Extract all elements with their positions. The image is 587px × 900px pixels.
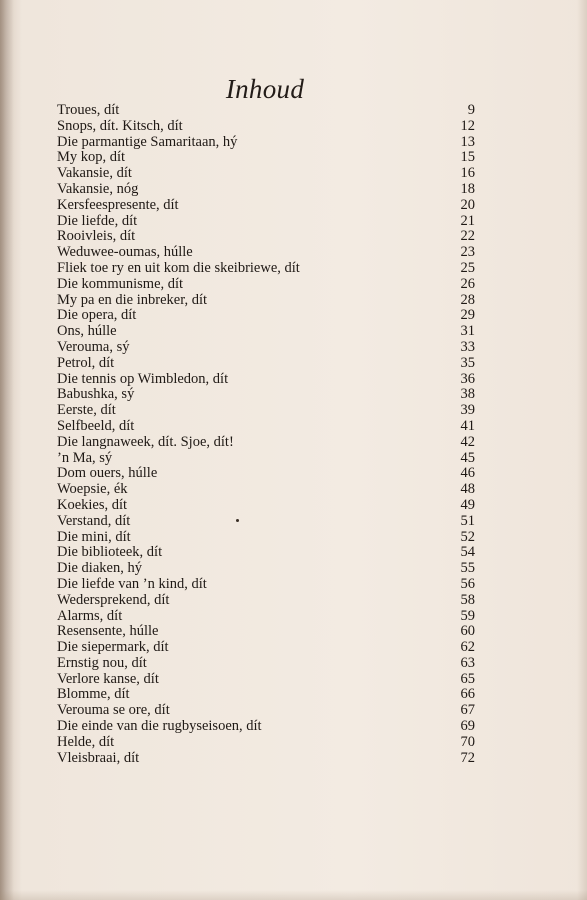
toc-entry xyxy=(57,261,475,277)
toc-entry-page-number: 58 xyxy=(460,591,475,608)
toc-entry-page-number: 69 xyxy=(460,718,475,735)
toc-entry-page-number: 63 xyxy=(460,654,475,671)
toc-entry-title: Vleisbraai, dít xyxy=(57,749,140,766)
toc-entry xyxy=(57,703,475,719)
toc-entry-title: ’n Ma, sý xyxy=(57,449,113,466)
toc-entry xyxy=(57,150,475,166)
toc-entry-title: Ernstig nou, dít xyxy=(57,654,147,671)
toc-entry-page-number: 52 xyxy=(460,528,475,545)
toc-entry-page-number: 18 xyxy=(460,180,475,197)
toc-entry-page-number: 29 xyxy=(460,307,475,324)
toc-entry-title: Die parmantige Samaritaan, hý xyxy=(57,133,238,150)
spine-shadow xyxy=(0,0,14,900)
toc-entry xyxy=(57,103,475,119)
toc-entry xyxy=(57,609,475,625)
toc-entry-page-number: 45 xyxy=(460,449,475,466)
toc-entry xyxy=(57,387,475,403)
toc-entry-title: Selfbeeld, dít xyxy=(57,417,135,434)
toc-entry-title: Dom ouers, húlle xyxy=(57,465,158,482)
page-title: Inhoud xyxy=(225,74,305,104)
toc-entry xyxy=(57,482,475,498)
toc-entry-page-number: 33 xyxy=(460,338,475,355)
toc-entry-title: My pa en die inbreker, dít xyxy=(57,291,208,308)
toc-entry-title: Snops, dít. Kitsch, dít xyxy=(57,117,183,134)
toc-entry-title: Weduwee-oumas, húlle xyxy=(57,244,193,261)
toc-entry xyxy=(57,119,475,135)
toc-entry xyxy=(57,672,475,688)
toc-entry xyxy=(57,735,475,751)
toc-entry-page-number: 60 xyxy=(460,623,475,640)
toc-entry-page-number: 49 xyxy=(460,496,475,513)
toc-entry-page-number: 9 xyxy=(467,102,475,118)
toc-entry-title: Verstand, dít xyxy=(57,512,131,529)
toc-entry-title: Helde, dít xyxy=(57,733,115,750)
toc-entry xyxy=(57,340,475,356)
toc-entry-page-number: 15 xyxy=(460,149,475,166)
toc-entry-title: Die liefde, dít xyxy=(57,212,138,229)
toc-entry xyxy=(57,687,475,703)
toc-entry-title: Rooivleis, dít xyxy=(57,228,136,245)
toc-entry-page-number: 65 xyxy=(460,670,475,687)
toc-entry-title: Resensente, húlle xyxy=(57,623,159,640)
toc-entry-page-number: 26 xyxy=(460,275,475,292)
toc-entry-page-number: 54 xyxy=(460,544,475,561)
toc-entry xyxy=(57,466,475,482)
toc-entry-page-number: 13 xyxy=(460,133,475,150)
toc-entry xyxy=(57,577,475,593)
toc-entry-page-number: 46 xyxy=(460,465,475,482)
toc-entry-title: Alarms, dít xyxy=(57,607,123,624)
toc-entry-title: Koekies, dít xyxy=(57,496,128,513)
toc-entry xyxy=(57,435,475,451)
toc-entry xyxy=(57,135,475,151)
toc-entry-page-number: 31 xyxy=(460,323,475,340)
toc-entry-page-number: 16 xyxy=(460,165,475,182)
toc-entry xyxy=(57,530,475,546)
toc-entry-title: Verouma se ore, dít xyxy=(57,702,170,719)
toc-entry-title: Petrol, dít xyxy=(57,354,115,371)
toc-entry-page-number: 38 xyxy=(460,386,475,403)
toc-entry xyxy=(57,198,475,214)
table-of-contents xyxy=(57,103,475,766)
toc-entry xyxy=(57,403,475,419)
toc-entry-page-number: 20 xyxy=(460,196,475,213)
toc-entry xyxy=(57,372,475,388)
toc-entry-page-number: 70 xyxy=(460,733,475,750)
toc-entry-page-number: 56 xyxy=(460,575,475,592)
toc-entry-page-number: 23 xyxy=(460,244,475,261)
toc-entry-title: Die liefde van ’n kind, dít xyxy=(57,575,207,592)
toc-entry-page-number: 21 xyxy=(460,212,475,229)
toc-entry-title: Babushka, sý xyxy=(57,386,135,403)
toc-entry xyxy=(57,293,475,309)
paper-speck xyxy=(236,519,239,522)
toc-entry-title: My kop, dít xyxy=(57,149,126,166)
toc-entry xyxy=(57,214,475,230)
toc-entry-title: Die siepermark, dít xyxy=(57,639,169,656)
toc-entry-title: Vakansie, nóg xyxy=(57,180,139,197)
toc-entry-page-number: 36 xyxy=(460,370,475,387)
toc-entry-title: Eerste, dít xyxy=(57,402,116,419)
toc-entry xyxy=(57,182,475,198)
toc-entry xyxy=(57,751,475,767)
toc-entry-title: Blomme, dít xyxy=(57,686,130,703)
toc-entry-title: Woepsie, ék xyxy=(57,481,128,498)
toc-entry-title: Die tennis op Wimbledon, dít xyxy=(57,370,229,387)
toc-entry-page-number: 66 xyxy=(460,686,475,703)
toc-entry xyxy=(57,719,475,735)
toc-entry-page-number: 59 xyxy=(460,607,475,624)
page-edge-right xyxy=(577,0,587,900)
toc-entry-title: Die biblioteek, dít xyxy=(57,544,163,561)
page-edge-bottom xyxy=(0,890,587,900)
toc-entry-title: Verouma, sý xyxy=(57,338,130,355)
toc-entry xyxy=(57,561,475,577)
toc-entry-title: Die langnaweek, dít. Sjoe, dít! xyxy=(57,433,234,450)
toc-entry xyxy=(57,356,475,372)
toc-entry-title: Die kommunisme, dít xyxy=(57,275,184,292)
toc-entry-title: Verlore kanse, dít xyxy=(57,670,159,687)
toc-entry xyxy=(57,245,475,261)
toc-entry-page-number: 42 xyxy=(460,433,475,450)
toc-entry-title: Kersfeespresente, dít xyxy=(57,196,179,213)
toc-entry-title: Wedersprekend, dít xyxy=(57,591,170,608)
toc-entry-title: Die diaken, hý xyxy=(57,560,142,577)
toc-entry-page-number: 51 xyxy=(460,512,475,529)
toc-entry xyxy=(57,324,475,340)
toc-entry-page-number: 28 xyxy=(460,291,475,308)
toc-entry xyxy=(57,277,475,293)
toc-entry xyxy=(57,624,475,640)
toc-entry-title: Vakansie, dít xyxy=(57,165,132,182)
toc-entry-page-number: 72 xyxy=(460,749,475,766)
toc-entry-page-number: 35 xyxy=(460,354,475,371)
toc-entry-page-number: 67 xyxy=(460,702,475,719)
toc-entry-title: Die einde van die rugbyseisoen, dít xyxy=(57,718,262,735)
toc-entry xyxy=(57,308,475,324)
toc-entry xyxy=(57,498,475,514)
toc-entry-page-number: 22 xyxy=(460,228,475,245)
toc-entry xyxy=(57,656,475,672)
toc-entry xyxy=(57,419,475,435)
toc-entry-page-number: 55 xyxy=(460,560,475,577)
toc-entry-page-number: 62 xyxy=(460,639,475,656)
toc-entry-title: Fliek toe ry en uit kom die skeibriewe, dít xyxy=(57,259,300,276)
toc-entry-page-number: 41 xyxy=(460,417,475,434)
toc-entry-page-number: 48 xyxy=(460,481,475,498)
toc-entry-page-number: 39 xyxy=(460,402,475,419)
toc-entry xyxy=(57,593,475,609)
toc-entry xyxy=(57,514,475,530)
toc-entry-page-number: 12 xyxy=(460,117,475,134)
toc-entry-title: Troues, dít xyxy=(57,102,120,118)
toc-entry xyxy=(57,545,475,561)
toc-entry xyxy=(57,451,475,467)
toc-entry-title: Die opera, dít xyxy=(57,307,137,324)
toc-entry-title: Ons, húlle xyxy=(57,323,117,340)
toc-entry xyxy=(57,229,475,245)
toc-entry xyxy=(57,166,475,182)
toc-entry-page-number: 25 xyxy=(460,259,475,276)
toc-entry-title: Die mini, dít xyxy=(57,528,131,545)
toc-entry xyxy=(57,640,475,656)
